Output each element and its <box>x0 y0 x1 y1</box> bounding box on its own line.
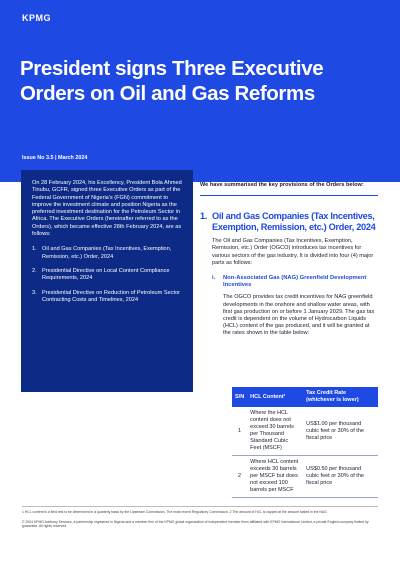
subsection-heading-text: Non-Associated Gas (NAG) Greenfield Development Incentives <box>223 275 367 289</box>
table-cell: Where the HCL content does not exceed 30 barrels per Thousand Standard Cubic Feet (MSCF) <box>247 407 303 456</box>
divider <box>200 195 378 196</box>
subsection-heading <box>212 275 378 289</box>
list-item-number: 1. <box>32 246 37 253</box>
subsection-number: i. <box>212 275 216 282</box>
list-item-text: Presidential Directive on Reduction of Petroleum Sector Contracting Costs and Timelines, 2024 <box>42 289 181 303</box>
table-cell: Where HCL content exceeds 30 barrels per MSCF but does not exceed 100 barrels per MSCF <box>247 456 303 498</box>
list-item <box>32 246 183 261</box>
list-item-text: Oil and Gas Companies (Tax Incentives, Exemption, Remission, etc.) Order, 2024 <box>42 246 172 260</box>
list-item <box>32 290 183 305</box>
page-title: President signs Three Executive Orders on Oil and Gas Reforms <box>20 57 324 105</box>
orders-list <box>32 246 183 304</box>
table-cell: US$1.00 per thousand cubic feet or 30% of the fiscal price <box>303 407 378 456</box>
footnote: 1 HCL content is a field test to be determined in a quarterly basis by the Upstream Commission. The most recent Regulatory Commission. 2 The amount of HCL is capped at the amount stated in the NAG <box>22 510 327 514</box>
main-column <box>200 182 378 338</box>
section-heading-text: Oil and Gas Companies (Tax Incentives, Exemption, Remission, etc.) Order, 2024 <box>212 211 376 233</box>
section-paragraph: The Oil and Gas Companies (Tax Incentives, Exemption, Remission, etc.) Order (OGCO) introduces tax incentives for various sectors of the gas industry. It is divided into four (4) major parts as follows: <box>212 238 374 266</box>
summary-text: We have summarised the key provisions of the Orders below: <box>200 182 364 188</box>
section-heading <box>200 211 378 233</box>
intro-box <box>21 170 193 392</box>
list-item <box>32 268 183 283</box>
list-item-number: 3. <box>32 289 37 296</box>
tax-credit-table <box>232 387 378 498</box>
kpmg-logo: KPMG <box>22 13 51 23</box>
table-row <box>232 407 378 456</box>
issue-label: Issue No 3.5 | March 2024 <box>22 155 88 161</box>
table-cell: 2 <box>232 456 247 498</box>
table-cell: 1 <box>232 407 247 456</box>
copyright-notice: © 2024 KPMG Advisory Services, a partnership registered in Nigeria and a member firm of the KPMG global organization of independent member firms affiliated with KPMG International Limited, a private English company limited by guarantee. All rights reserved. <box>22 520 369 529</box>
list-item-number: 2. <box>32 267 37 274</box>
list-item-text: Presidential Directive on Local Content Compliance Requirements, 2024 <box>42 267 170 282</box>
table-header-cell: S/N <box>232 387 247 407</box>
table-header-row <box>232 387 378 407</box>
subsection-paragraph: The OGCO provides tax credit incentives for NAG greenfield developments in the onshore and shallow water areas, with first gas production on or before 1 January 2029. The gas tax credit is dependent on the volume of Hydrocarbon Liquids (HCL) content of the gas produced, and it will be granted at the rates shown in the table below: <box>223 294 375 337</box>
footnote-rule <box>22 506 378 507</box>
intro-paragraph: On 28 February 2024, his Excellency, President Bola Ahmed Tinubu, GCFR, signed three Executive Orders as part of the Federal Government of Nigeria's (FGN) commitment to improve the investment climate and position Nigeria as the preferred investment destination for the Petroleum Sector in Africa. The Executive Orders (hereinafter referred to as the Orders), which became effective 28th February 2024, are as follows: <box>32 180 182 238</box>
table-row <box>232 456 378 498</box>
table-header-cell: Tax Credit Rate (whichever is lower) <box>303 387 378 407</box>
section-number: 1. <box>200 211 208 222</box>
hero-banner <box>0 0 400 182</box>
table-header-cell: HCL Content¹ <box>247 387 303 407</box>
table-cell: US$0.50 per thousand cubic feet or 30% of the fiscal price <box>303 456 378 498</box>
